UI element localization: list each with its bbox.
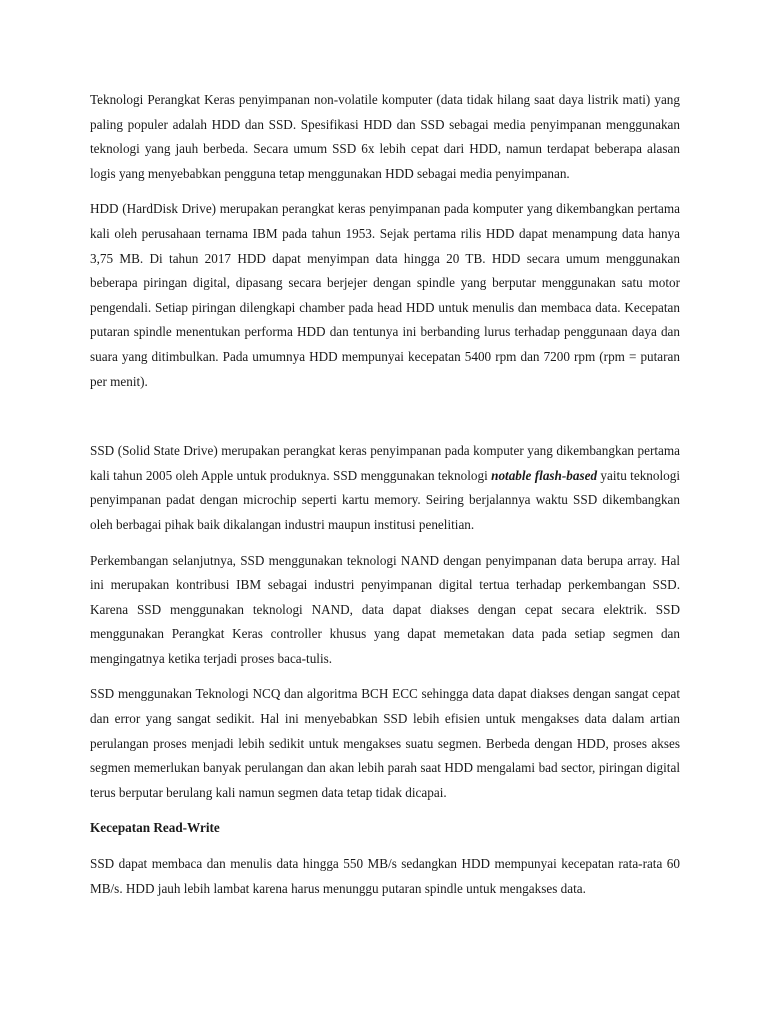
- paragraph-read-write: SSD dapat membaca dan menulis data hingga 550 MB/s sedangkan HDD mempunyai kecepatan rata-rata 60 MB/s. HDD jauh lebih lambat karena harus menunggu putaran spindle untuk mengakses data.: [90, 856, 680, 896]
- document-page: [90, 88, 680, 912]
- paragraph-ssd-text-end: yaitu teknologi penyimpanan padat dengan microchip seperti kartu memory. Seiring berjalannya waktu SSD dikembangkan oleh berbagai pihak baik dikalangan industri maupun institusi penelitian.: [90, 467, 680, 532]
- emphasis-flash-based: notable flash-based: [491, 467, 598, 483]
- paragraph-ssd-text-start: SSD (Solid State Drive) merupakan perangkat keras penyimpanan pada komputer yang dikembangkan pertama kali tahun 2005 oleh Apple untuk produknya. SSD menggunakan teknologi: [90, 443, 680, 483]
- paragraph-hdd: HDD (HardDisk Drive) merupakan perangkat keras penyimpanan pada komputer yang dikembangkan pertama kali oleh perusahaan ternama IBM pada tahun 1953. Sejak pertama rilis HDD dapat menampung data hanya 3,75 MB. Di tahun 2017 HDD dapat menyimpan data hingga 20 TB. HDD secara umum menggunakan beberapa piringan digital, dipasang secara berjejer dengan spindle yang berputar menggunakan satu motor pengendali. Setiap piringan dilengkapi chamber pada head HDD untuk menulis dan membaca data. Kecepatan putaran spindle menentukan performa HDD dan tentunya ini berbanding lurus terhadap penggunaan daya dan suara yang ditimbulkan. Pada umumnya HDD mempunyai kecepatan 5400 rpm dan 7200 rpm (rpm = putaran per menit).: [90, 201, 680, 389]
- paragraph-nand: Perkembangan selanjutnya, SSD menggunakan teknologi NAND dengan penyimpanan data berupa array. Hal ini merupakan kontribusi IBM sebagai industri penyimpanan digital tertua terhadap perkembangan SSD. Karena SSD menggunakan teknologi NAND, data dapat diakses dengan cepat secara elektrik. SSD menggunakan Perangkat Keras controller khusus yang dapat memetakan data pada setiap segmen dan mengingatnya ketika terjadi proses baca-tulis.: [90, 552, 680, 666]
- paragraph-intro: Teknologi Perangkat Keras penyimpanan non-volatile komputer (data tidak hilang saat daya listrik mati) yang paling populer adalah HDD dan SSD. Spesifikasi HDD dan SSD sebagai media penyimpanan menggunakan teknologi yang jauh berbeda. Secara umum SSD 6x lebih cepat dari HDD, namun terdapat beberapa alasan logis yang menyebabkan pengguna tetap menggunakan HDD sebagai media penyimpanan.: [90, 92, 680, 181]
- paragraph-ncq: SSD menggunakan Teknologi NCQ dan algoritma BCH ECC sehingga data dapat diakses dengan sangat cepat dan error yang sangat sedikit. Hal ini menyebabkan SSD lebih efisien untuk mengakses data dalam artian perulangan proses menjadi lebih sedikit untuk mengakses suatu segmen. Berbeda dengan HDD, proses akses segmen memerlukan banyak perulangan dan akan lebih parah saat HDD mengalami bad sector, piringan digital terus berputar berulang kali namun segmen data tetap tidak dicapai.: [90, 686, 680, 800]
- section-heading-read-write: Kecepatan Read-Write: [90, 820, 220, 836]
- paragraph-ssd: [90, 439, 680, 537]
